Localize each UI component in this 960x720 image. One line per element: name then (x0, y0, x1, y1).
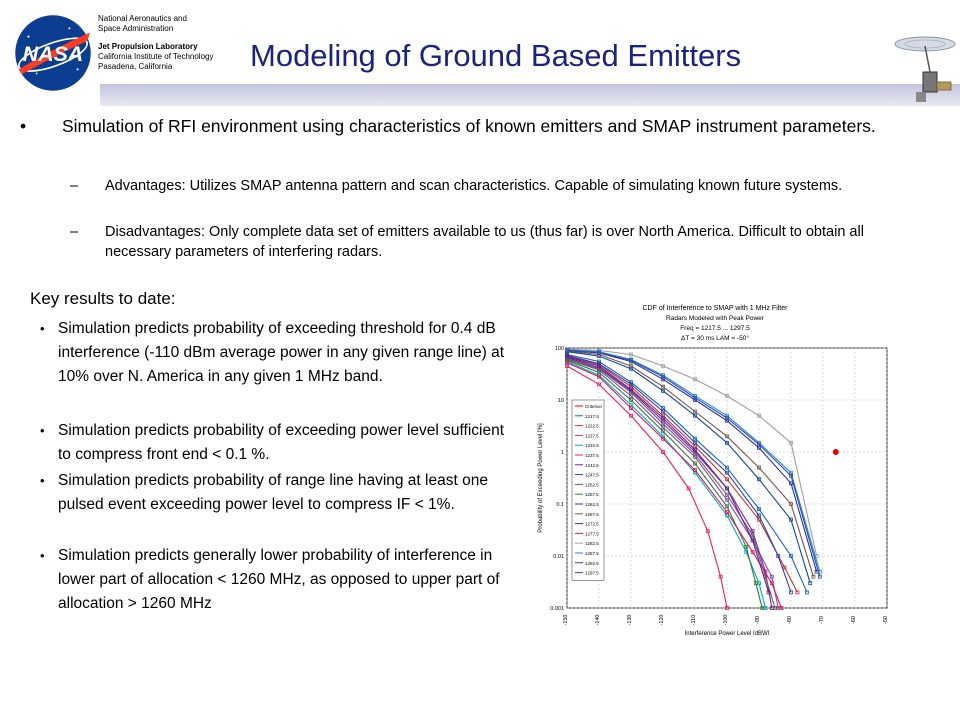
bullet-icon: • (40, 321, 45, 336)
bullet-icon: • (20, 116, 27, 136)
main-bullet-text: Simulation of RFI environment using characteristics of known emitters and SMAP instrument parameters. (62, 116, 876, 136)
chart-subtitle: Radars Modeled with Peak Power (666, 315, 764, 322)
legend-entry: 1247.5 (585, 472, 599, 478)
legend-entry: 1252.5 (585, 482, 599, 488)
x-tick-label: -50 (883, 616, 889, 624)
org-line1: National Aeronautics and (98, 14, 187, 23)
x-tick-label: -120 (659, 614, 665, 626)
key-bullet-text: Simulation predicts probability of exceeding power level sufficient to compress front end < 0.1 %. (58, 422, 505, 463)
key-bullet-text: Simulation predicts probability of range line having at least one pulsed event exceeding power level to compress IF < 1%. (58, 472, 488, 513)
nasa-logo (12, 12, 94, 94)
y-tick-label: 100 (554, 346, 564, 352)
svg-text:NASA: NASA (22, 42, 84, 67)
x-tick-label: -80 (787, 616, 793, 624)
x-tick-label: -130 (627, 614, 633, 626)
x-tick-label: -60 (851, 616, 857, 624)
dash-icon: – (70, 178, 79, 194)
dash-icon: – (70, 224, 79, 240)
legend-entry: 1297.5 (585, 570, 599, 576)
legend-entry: 1282.5 (585, 541, 599, 547)
legend-entry: 1277.5 (585, 531, 599, 537)
x-axis-label: Interference Power Level [dBW] (684, 631, 770, 635)
y-axis-label: Probability of Exceeding Power Level [%] (538, 423, 544, 533)
key-bullet-text: Simulation predicts probability of exceeding threshold for 0.4 dB interference (-110 dBm average power in any given range line) at 10% over N. America in any given 1 MHz band. (58, 320, 505, 385)
y-tick-label: 0.01 (553, 554, 564, 560)
legend-entry: 1292.5 (585, 560, 599, 566)
legend-entry: Criterion (585, 404, 603, 409)
y-tick-label: 0.1 (556, 502, 564, 508)
legend-entry: 1227.5 (585, 433, 599, 439)
x-tick-label: -140 (595, 614, 601, 626)
legend-entry: 1237.5 (585, 453, 599, 458)
x-tick-label: -150 (563, 614, 569, 626)
y-tick-label: 0.001 (550, 606, 564, 612)
bullet-icon: • (40, 423, 45, 438)
y-tick-label: 1 (560, 450, 564, 456)
page-title: Modeling of Ground Based Emitters (250, 38, 742, 73)
city-name: Pasadena, California (98, 62, 173, 71)
institute-name: California Institute of Technology (98, 52, 214, 61)
legend-entry: 1262.5 (585, 502, 599, 507)
spacecraft-icon (890, 22, 960, 108)
chart-subtitle-freq: Freq = 1217.5 ... 1297.5 (680, 325, 750, 332)
org-line2: Space Administration (98, 24, 174, 33)
legend-entry: 1272.5 (585, 521, 599, 527)
cdf-chart (520, 300, 900, 635)
legend-entry: 1222.5 (585, 423, 599, 429)
sub-bullet-text: Disadvantages: Only complete data set of emitters available to us (thus far) is over North America. Difficult to obtain all necessary parameters of interfering radars. (105, 224, 864, 260)
x-tick-label: -70 (819, 616, 825, 624)
key-bullet-text: Simulation predicts generally lower probability of interference in lower part of allocation < 1260 MHz, as opposed to upper part of allocation > 1260 MHz (58, 547, 500, 612)
sub-bullet-text: Advantages: Utilizes SMAP antenna pattern and scan characteristics. Capable of simulating known future systems. (105, 178, 843, 194)
key-results-heading: Key results to date: (30, 289, 176, 308)
legend-entry: 1232.5 (585, 443, 599, 449)
y-tick-label: 10 (557, 398, 564, 404)
criterion-point (833, 449, 839, 455)
legend-entry: 1242.5 (585, 462, 599, 468)
legend-entry: 1287.5 (585, 551, 599, 556)
x-tick-label: -100 (723, 614, 729, 626)
chart-subtitle-params: ΔT = 30 ms LAM = -50° (681, 335, 749, 342)
x-tick-label: -90 (755, 616, 761, 624)
organization-block (98, 14, 213, 72)
x-tick-label: -110 (691, 614, 697, 626)
legend-entry: 1267.5 (585, 511, 599, 517)
legend-entry: 1217.5 (585, 413, 599, 419)
legend-entry: 1257.5 (585, 492, 599, 498)
lab-name: Jet Propulsion Laboratory (98, 42, 198, 51)
chart-title: CDF of Interference to SMAP with 1 MHz Filter (642, 305, 788, 312)
bullet-icon: • (40, 473, 45, 488)
title-band (100, 84, 960, 106)
bullet-icon: • (40, 548, 45, 563)
